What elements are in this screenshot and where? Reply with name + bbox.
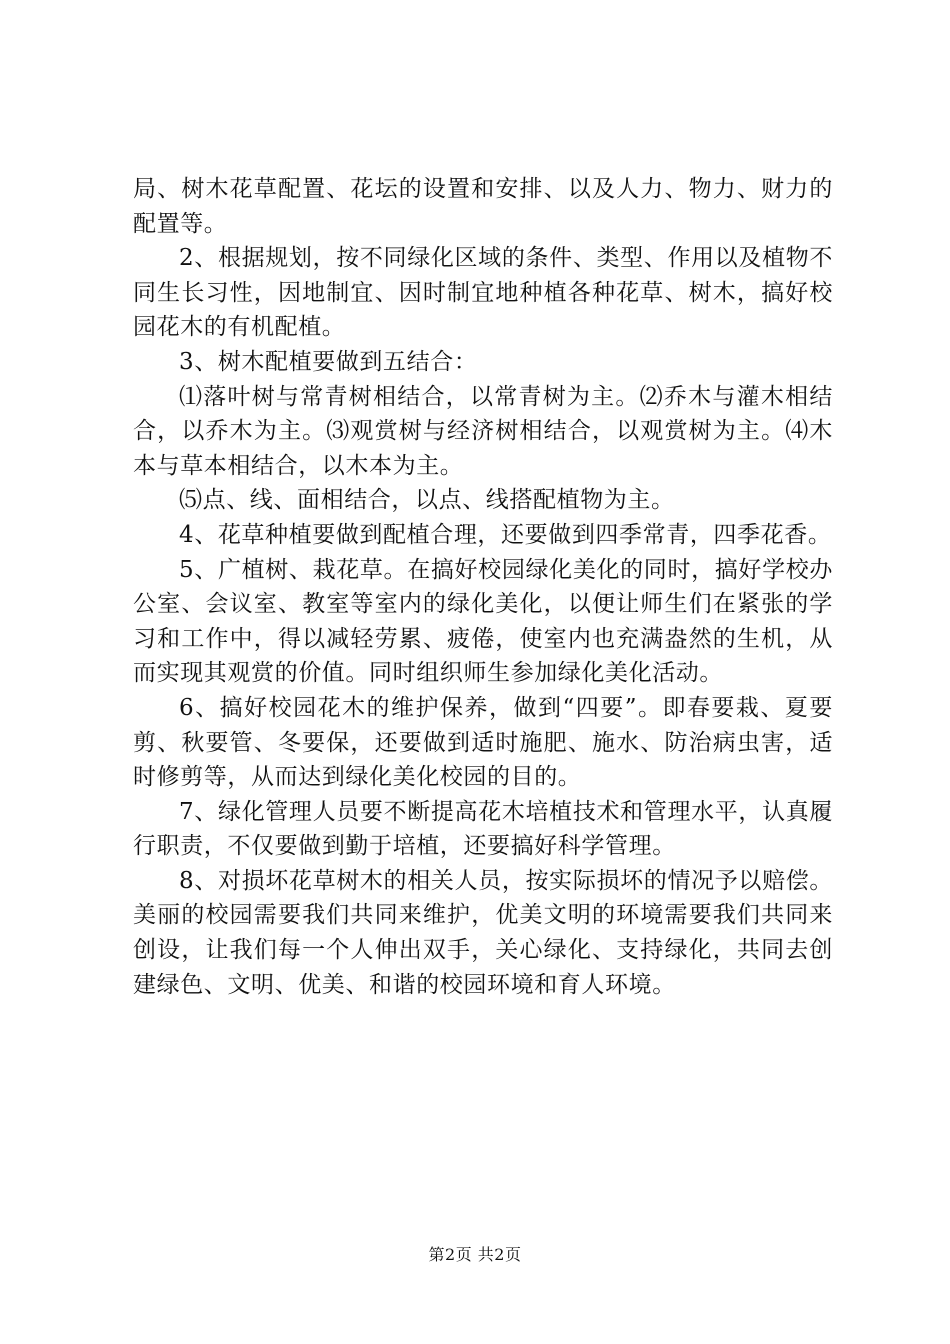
paragraph-10: 8、对损坏花草树木的相关人员，按实际损坏的情况予以赔偿。美丽的校园需要我们共同来维护，优美文明的环境需要我们共同来创设，让我们每一个人伸出双手，关心绿化、支持绿化，共同去创建绿色、文明、优美、和谐的校园环境和育人环境。: [133, 867, 833, 998]
paragraph-8: 6、搞好校园花木的维护保养，做到“四要”。即春要栽、夏要剪、秋要管、冬要保，还要做到适时施肥、施水、防治病虫害，适时修剪等，从而达到绿化美化校园的目的。: [133, 694, 833, 791]
paragraph-7: 5、广植树、栽花草。在搞好校园绿化美化的同时，搞好学校办公室、会议室、教室等室内的绿化美化，以便让师生们在紧张的学习和工作中，得以减轻劳累、疲倦，使室内也充满盎然的生机，从而实现其观赏的价值。同时组织师生参加绿化美化活动。: [133, 556, 833, 687]
page-footer: 第2页 共2页: [428, 1245, 522, 1264]
document-body: [133, 172, 833, 1002]
paragraph-2: 2、根据规划，按不同绿化区域的条件、类型、作用以及植物不同生长习性，因地制宜、因时制宜地种植各种花草、树木，搞好校园花木的有机配植。: [133, 245, 833, 341]
paragraph-3: 3、树木配植要做到五结合：: [179, 348, 478, 375]
paragraph-9: 7、绿化管理人员要不断提高花木培植技术和管理水平，认真履行职责，不仅要做到勤于培植，还要搞好科学管理。: [133, 798, 833, 860]
paragraph-6: 4、花草种植要做到配植合理，还要做到四季常青，四季花香。: [179, 521, 832, 548]
paragraph-5: ⑸点、线、面相结合，以点、线搭配植物为主。: [179, 487, 675, 514]
paragraph-4: ⑴落叶树与常青树相结合，以常青树为主。⑵乔木与灌木相结合，以乔木为主。⑶观赏树与经济树相结合，以观赏树为主。⑷木本与草本相结合，以木本为主。: [133, 383, 833, 479]
paragraph-1: 局、树木花草配置、花坛的设置和安排、以及人力、物力、财力的配置等。: [133, 176, 833, 237]
